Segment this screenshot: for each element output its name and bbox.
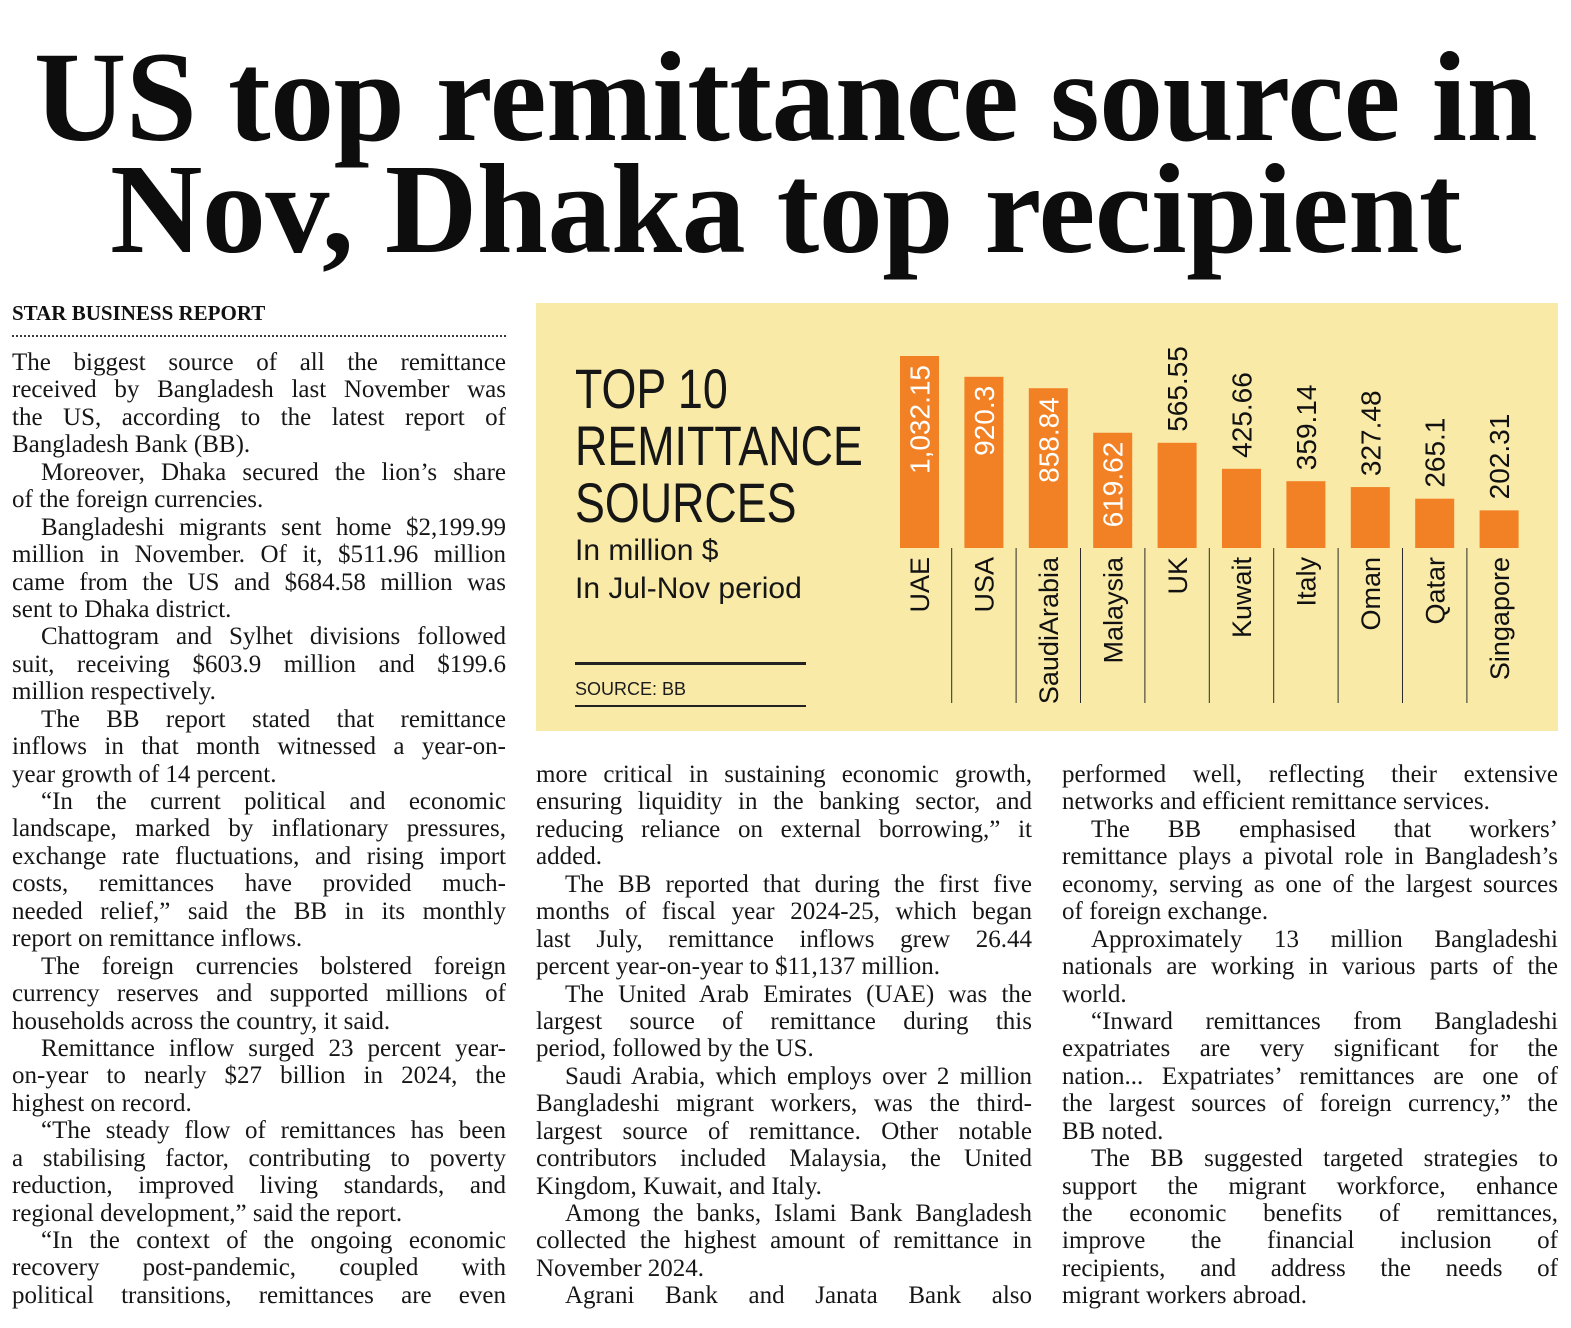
article-line: networks and efficient remittance services. xyxy=(1062,788,1490,816)
article-line: contributors included Malaysia, the United xyxy=(536,1145,1032,1173)
article-line: landscape, marked by inflationary pressures, xyxy=(12,815,506,843)
article-line: improve the financial inclusion of xyxy=(1062,1227,1558,1255)
infographic-period-label: In Jul-Nov period xyxy=(575,572,802,605)
bar-qatar xyxy=(1415,499,1454,548)
article-line: The BB emphasised that workers’ xyxy=(1091,815,1558,843)
article-paragraph xyxy=(12,1117,506,1227)
byline-dotted-rule xyxy=(12,335,506,337)
article-line: Chattogram and Sylhet divisions followed xyxy=(41,623,506,651)
article-line: Bangladeshi migrants sent home $2,199.99 xyxy=(41,513,506,541)
category-label-malaysia: Malaysia xyxy=(1098,557,1129,664)
category-label-kuwait: Kuwait xyxy=(1227,557,1258,639)
category-label-singapore: Singapore xyxy=(1484,557,1515,681)
article-line: The United Arab Emirates (UAE) was the xyxy=(565,980,1032,1008)
article-paragraph xyxy=(12,623,506,705)
article-line: sent to Dhaka district. xyxy=(12,595,232,623)
article-paragraph xyxy=(1062,1008,1558,1145)
article-paragraph xyxy=(1062,761,1558,816)
article-line: came from the US and $684.58 million was xyxy=(12,568,506,596)
value-label-oman: 327.48 xyxy=(1355,390,1387,477)
infographic-title-line: TOP 10 xyxy=(575,357,728,420)
article-paragraph xyxy=(536,981,1032,1063)
article-paragraph xyxy=(1062,926,1558,1008)
category-label-qatar: Qatar xyxy=(1420,557,1451,625)
infographic-title-line: REMITTANCE xyxy=(575,414,863,477)
article-line: The biggest source of all the remittance xyxy=(12,349,506,376)
article-line: of foreign exchange. xyxy=(1062,898,1269,926)
headline-line-2: Nov, Dhaka top recipient xyxy=(109,138,1462,280)
article-line: Saudi Arabia, which employs over 2 million xyxy=(565,1062,1032,1090)
article-line: nation... Expatriates’ remittances are one of xyxy=(1062,1062,1558,1090)
article-line: of the foreign currencies. xyxy=(12,486,264,514)
article-line: remittance plays a pivotal role in Bangladesh’s xyxy=(1062,843,1558,871)
value-label-italy: 359.14 xyxy=(1290,384,1322,471)
article-line: period, followed by the US. xyxy=(536,1035,814,1063)
headline-line-1: US top remittance source in xyxy=(33,26,1538,168)
article-line: “In the current political and economic xyxy=(41,788,506,815)
article-line: needed relief,” said the BB in its monthly xyxy=(12,897,506,925)
bar-chart xyxy=(536,303,1558,731)
article-line: economy, serving as one of the largest sources xyxy=(1062,870,1558,898)
article-line: regional development,” said the report. xyxy=(12,1199,403,1227)
article-line: migrant workers abroad. xyxy=(1062,1282,1308,1310)
article-paragraph xyxy=(12,706,506,788)
article-line: report on remittance inflows. xyxy=(12,925,303,953)
article-line: Bangladeshi migrant workers, was the third- xyxy=(536,1090,1032,1118)
article-line: “Inward remittances from Bangladeshi xyxy=(1091,1007,1558,1035)
article-line: more critical in sustaining economic growth, xyxy=(536,761,1032,788)
article-paragraph xyxy=(12,1035,506,1117)
article-line: support the migrant workforce, enhance xyxy=(1062,1172,1558,1200)
article-line: The BB reported that during the first five xyxy=(565,870,1032,898)
article-line: world. xyxy=(1062,980,1127,1008)
category-label-saudiarabia: SaudiArabia xyxy=(1034,557,1064,705)
article-line: political transitions, remittances are even xyxy=(12,1281,506,1309)
article-line: added. xyxy=(536,843,602,871)
article-paragraph xyxy=(536,761,1032,871)
category-label-uk: UK xyxy=(1162,557,1193,595)
article-line: inflows in that month witnessed a year-on- xyxy=(12,733,506,761)
article-line: “In the context of the ongoing economic xyxy=(41,1227,506,1254)
article-paragraph xyxy=(1062,816,1558,926)
article-line: November 2024. xyxy=(536,1254,705,1282)
article-paragraph xyxy=(536,871,1032,981)
article-line: year growth of 14 percent. xyxy=(12,760,277,788)
article-line: recovery post-pandemic, coupled with xyxy=(12,1254,506,1282)
value-label-uk: 565.55 xyxy=(1162,346,1194,432)
article-line: Kingdom, Kuwait, and Italy. xyxy=(536,1172,822,1200)
article-line: performed well, reflecting their extensive xyxy=(1062,761,1558,788)
article-line: months of fiscal year 2024-25, which began xyxy=(536,898,1032,926)
bar-kuwait xyxy=(1222,469,1261,548)
article-line: nationals are working in various parts of the xyxy=(1062,953,1558,981)
value-label-qatar: 265.1 xyxy=(1419,417,1451,488)
value-label-kuwait: 425.66 xyxy=(1226,372,1258,458)
article-line: Agrani Bank and Janata Bank also xyxy=(565,1282,1032,1310)
article-line: costs, remittances have provided much- xyxy=(12,870,506,898)
article-paragraph xyxy=(536,1200,1032,1282)
value-label-usa: 920.3 xyxy=(968,385,1000,456)
article-line: highest on record. xyxy=(12,1089,192,1117)
infographic xyxy=(536,303,1558,731)
article-line: households across the country, it said. xyxy=(12,1007,391,1035)
bar-uk xyxy=(1158,443,1197,548)
article-line: the largest sources of foreign currency,” the xyxy=(1062,1090,1558,1118)
value-label-singapore: 202.31 xyxy=(1484,413,1516,500)
article-line: received by Bangladesh last November was xyxy=(12,376,506,404)
article-line: collected the highest amount of remittance in xyxy=(536,1227,1032,1255)
article-paragraph xyxy=(1062,1145,1558,1310)
article-line: million in November. Of it, $511.96 million xyxy=(12,541,506,569)
article-line: the US, according to the latest report of xyxy=(12,403,506,431)
category-label-usa: USA xyxy=(969,557,1000,613)
article-column-3 xyxy=(1062,761,1558,1310)
article-line: BB noted. xyxy=(1062,1117,1164,1145)
article-line: ensuring liquidity in the banking sector, and xyxy=(536,788,1032,816)
value-label-uae: 1,032.15 xyxy=(904,365,936,474)
article-paragraph xyxy=(12,1227,506,1309)
article-line: last July, remittance inflows grew 26.44 xyxy=(536,925,1032,953)
article-line: Bangladesh Bank (BB). xyxy=(12,431,251,459)
article-line: reducing reliance on external borrowing,” it xyxy=(536,815,1032,843)
article-line: The BB report stated that remittance xyxy=(41,705,506,733)
article-paragraph xyxy=(12,953,506,1035)
article-line: expatriates are very significant for the xyxy=(1062,1035,1558,1063)
article-line: largest source of remittance. Other notable xyxy=(536,1117,1032,1145)
value-label-saudiarabia: 858.84 xyxy=(1033,397,1065,483)
article-paragraph xyxy=(12,349,506,459)
byline: STAR BUSINESS REPORT xyxy=(12,301,266,325)
article-paragraph xyxy=(12,788,506,953)
article-line: currency reserves and supported millions of xyxy=(12,980,506,1008)
article-line: “The steady flow of remittances has been xyxy=(41,1117,506,1145)
article-line: percent year-on-year to $11,137 million. xyxy=(536,953,940,981)
article-paragraph xyxy=(536,1063,1032,1200)
bar-oman xyxy=(1351,487,1390,548)
article-line: recipients, and address the needs of xyxy=(1062,1254,1558,1282)
article-line: the economic benefits of remittances, xyxy=(1062,1200,1558,1227)
headline xyxy=(0,26,1571,280)
article-line: on-year to nearly $27 billion in 2024, the xyxy=(12,1062,506,1090)
article-line: million respectively. xyxy=(12,678,216,706)
article-line: reduction, improved living standards, and xyxy=(12,1172,506,1200)
article-line: exchange rate fluctuations, and rising import xyxy=(12,842,506,870)
article-line: Moreover, Dhaka secured the lion’s share xyxy=(41,458,506,486)
bar-italy xyxy=(1286,481,1325,548)
article-line: Approximately 13 million Bangladeshi xyxy=(1091,925,1558,953)
value-label-malaysia: 619.62 xyxy=(1097,441,1129,528)
infographic-unit-label: In million $ xyxy=(575,534,719,567)
category-label-oman: Oman xyxy=(1356,557,1386,631)
article-column-1 xyxy=(12,349,506,1309)
article-line: The BB suggested targeted strategies to xyxy=(1091,1145,1558,1173)
article-line: Among the banks, Islami Bank Bangladesh xyxy=(565,1200,1032,1227)
article-line: The foreign currencies bolstered foreign xyxy=(41,952,506,980)
article-column-2 xyxy=(536,761,1032,1310)
source-label: SOURCE: BB xyxy=(575,679,687,699)
category-label-uae: UAE xyxy=(905,557,936,613)
article-line: suit, receiving $603.9 million and $199.6 xyxy=(12,650,506,678)
article-paragraph xyxy=(12,514,506,624)
article-paragraph xyxy=(12,459,506,514)
article-line: largest source of remittance during this xyxy=(536,1007,1032,1035)
bar-singapore xyxy=(1480,510,1519,548)
category-label-italy: Italy xyxy=(1291,557,1322,607)
article-line: Remittance inflow surged 23 percent year- xyxy=(41,1034,506,1062)
infographic-title-line: SOURCES xyxy=(575,471,797,534)
article-line: a stabilising factor, contributing to poverty xyxy=(12,1144,506,1172)
article-paragraph xyxy=(536,1282,1032,1309)
